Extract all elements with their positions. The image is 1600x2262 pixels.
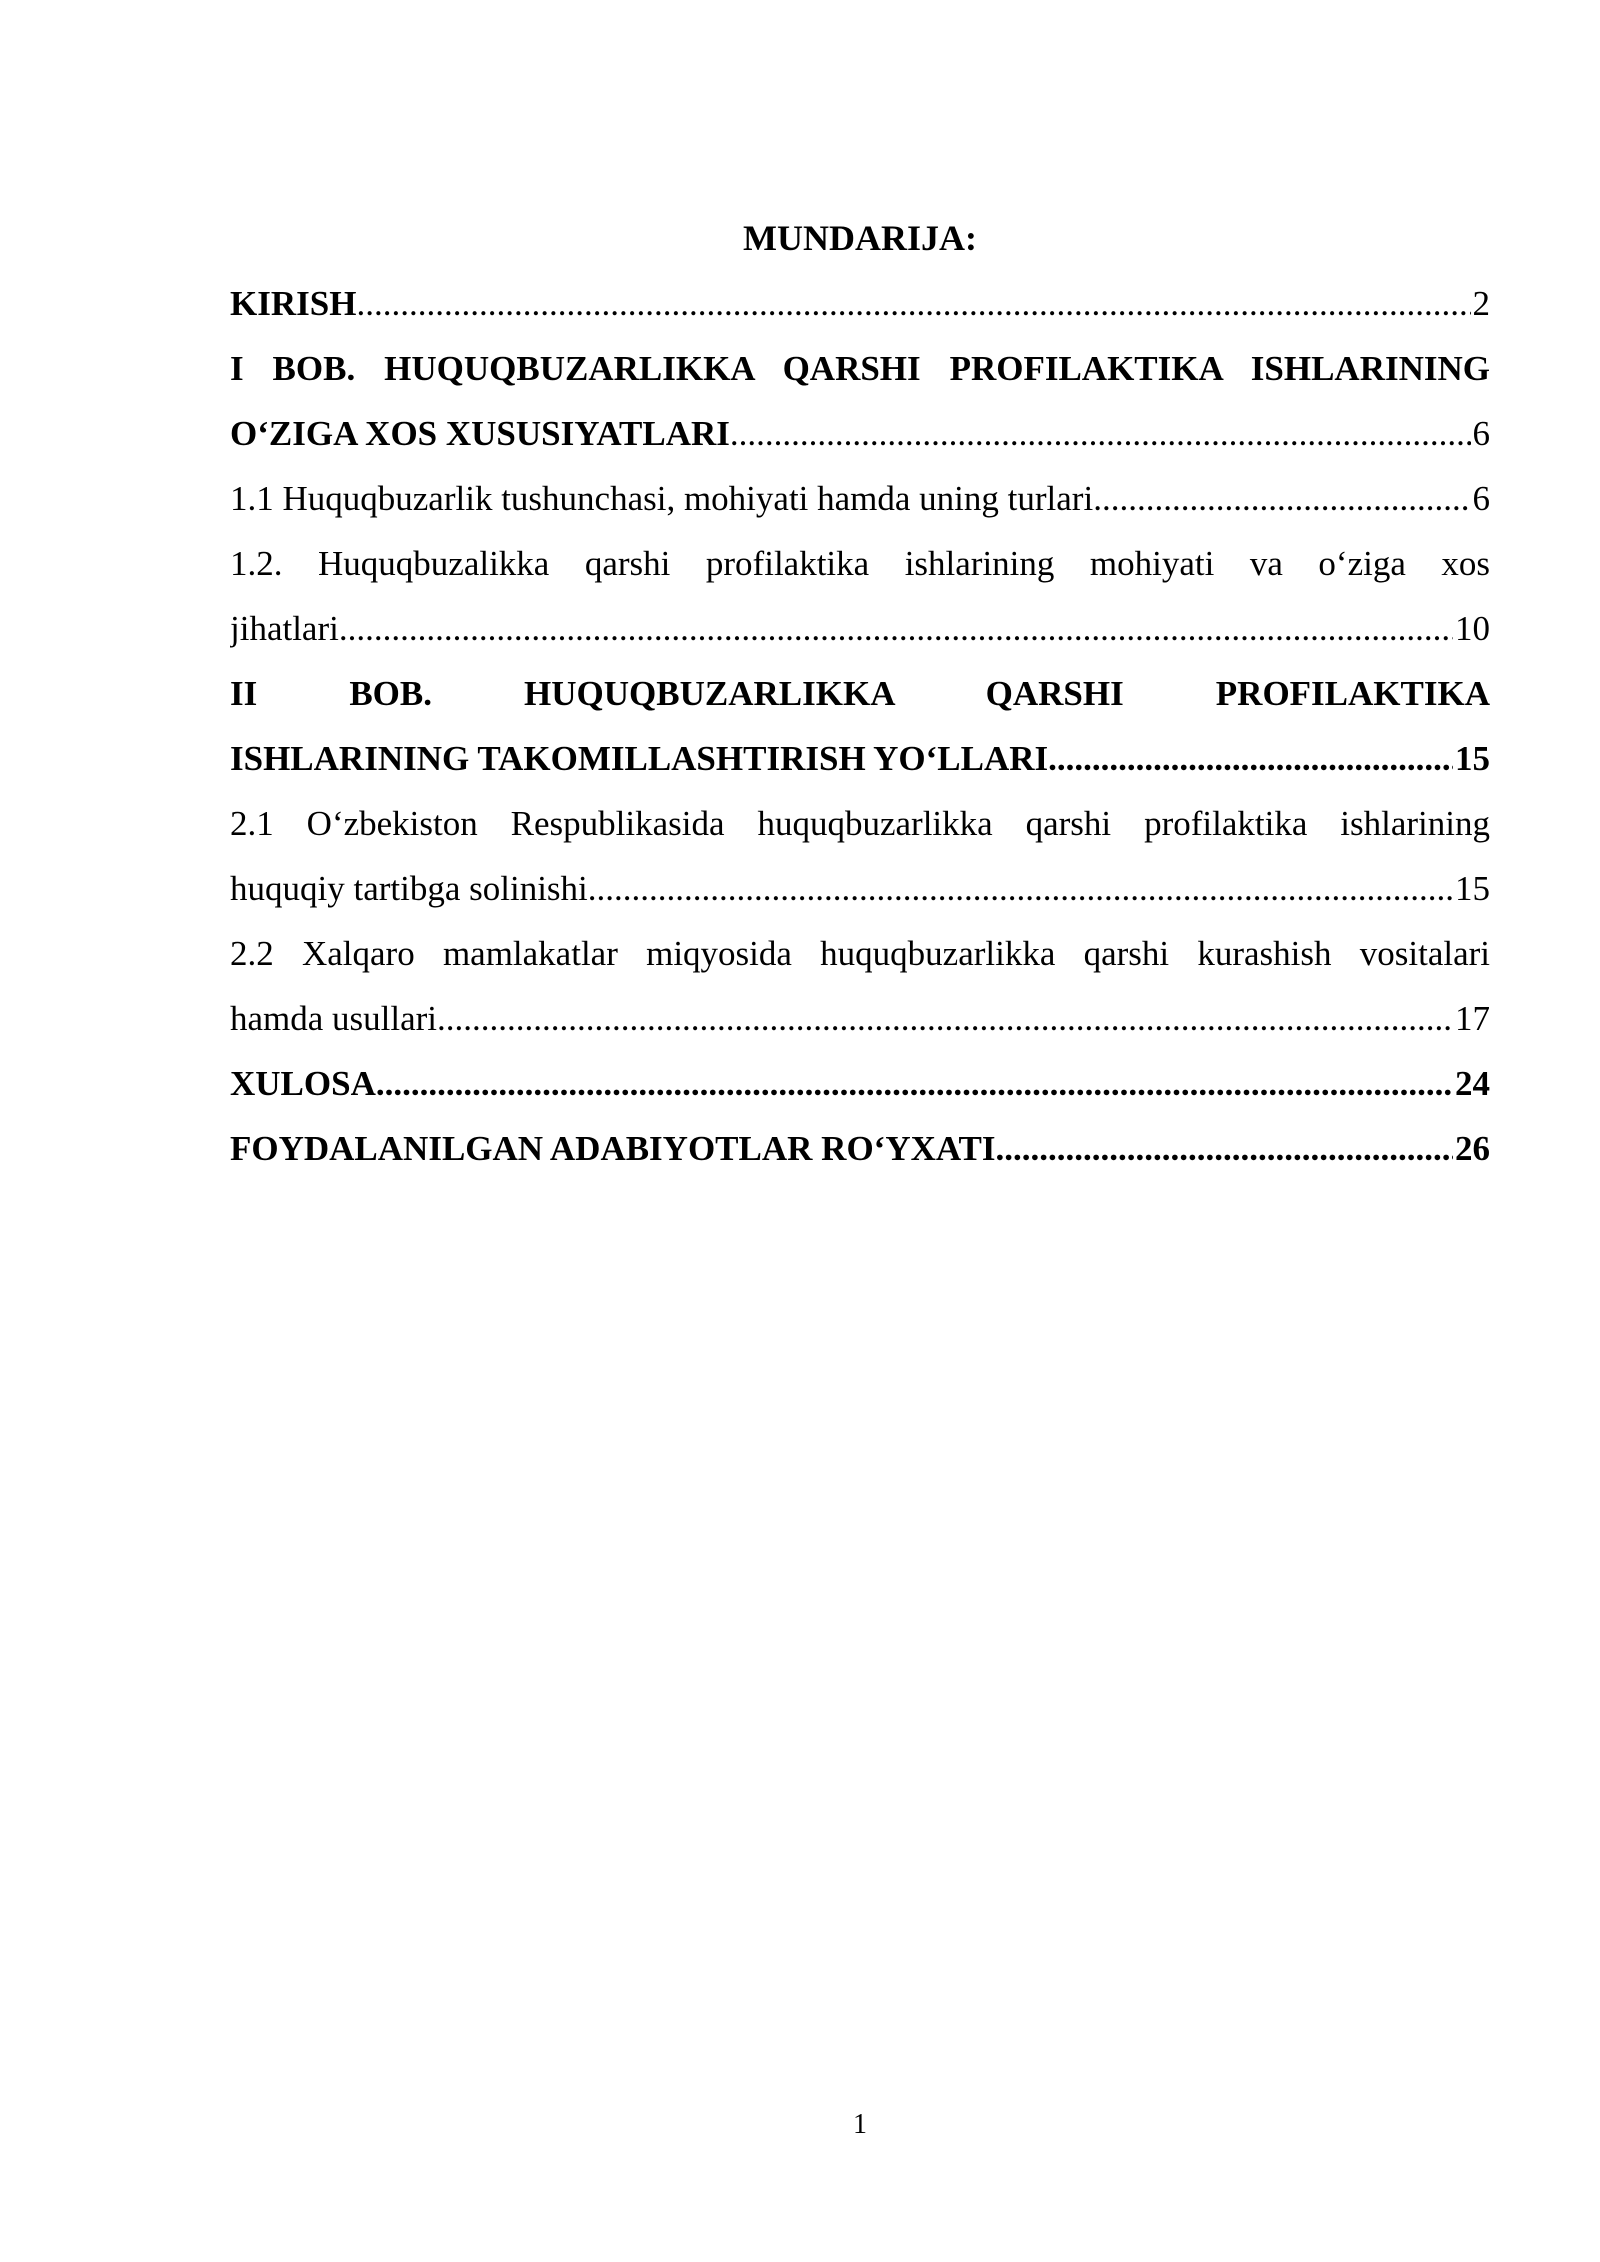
toc-line [230,1127,1490,1192]
toc-line: 1.2. Huquqbuzalikka qarshi profilaktika ishlarining mohiyati va o‘ziga xos [230,544,1490,583]
toc-line: II BOB. HUQUQBUZARLIKKA QARSHI PROFILAKTIKA [230,674,1490,713]
toc-page-number: 17 [1455,999,1490,1038]
toc-line [230,412,1490,477]
toc-entry-label: XULOSA [230,1064,376,1103]
toc-page-number: 2 [1472,284,1490,323]
toc-line [230,282,1490,347]
toc-entry-references[interactable] [230,1127,1490,1192]
page-number: 1 [853,2109,867,2140]
toc-line [230,477,1490,542]
dot-leader [730,412,1471,456]
toc-entry-label: hamda usullari [230,999,438,1038]
toc-line [230,607,1490,672]
toc-line [230,737,1490,802]
dot-leader [437,997,1453,1041]
table-of-contents [230,282,1490,1192]
dot-leader [339,607,1453,651]
toc-entry-section-1-2[interactable] [230,542,1490,672]
toc-entry-chapter-2[interactable] [230,672,1490,802]
toc-line [230,867,1490,932]
dot-leader [996,1127,1453,1171]
dot-leader [1048,737,1453,781]
dot-leader [588,867,1453,911]
toc-page-number: 15 [1455,869,1490,908]
toc-entry-label: huquqiy tartibga solinishi [230,869,588,908]
toc-entry-label: O‘ZIGA XOS XUSUSIYATLARI [230,414,730,453]
toc-page-number: 6 [1472,479,1490,518]
toc-page-number: 24 [1455,1064,1490,1103]
toc-entry-label: FOYDALANILGAN ADABIYOTLAR RO‘YXATI [230,1129,996,1168]
toc-page-number: 15 [1455,739,1490,778]
toc-entry-label: jihatlari [230,609,339,648]
dot-leader [376,1062,1453,1106]
toc-entry-section-2-2[interactable] [230,932,1490,1062]
toc-line [230,1062,1490,1127]
toc-page-number: 10 [1455,609,1490,648]
toc-entry-section-2-1[interactable] [230,802,1490,932]
dot-leader [1093,477,1470,521]
toc-entry-label: KIRISH [230,284,357,323]
dot-leader [356,282,1470,326]
toc-line [230,997,1490,1062]
toc-entry-chapter-1[interactable] [230,347,1490,477]
toc-entry-label: 1.1 Huquqbuzarlik tushunchasi, mohiyati hamda uning turlari [230,479,1094,518]
toc-line: 2.1 O‘zbekiston Respublikasida huquqbuzarlikka qarshi profilaktika ishlarining [230,804,1490,843]
toc-entry-section-1-1[interactable] [230,477,1490,542]
toc-page-number: 6 [1472,414,1490,453]
toc-line: I BOB. HUQUQBUZARLIKKA QARSHI PROFILAKTIKA ISHLARINING [230,349,1490,388]
toc-entry-xulosa[interactable] [230,1062,1490,1127]
toc-title: MUNDARIJA: [743,218,977,258]
toc-entry-label: ISHLARINING TAKOMILLASHTIRISH YO‘LLARI [230,739,1049,778]
toc-page-number: 26 [1455,1129,1490,1168]
toc-entry-kirish[interactable] [230,282,1490,347]
toc-line: 2.2 Xalqaro mamlakatlar miqyosida huquqbuzarlikka qarshi kurashish vositalari [230,934,1490,973]
